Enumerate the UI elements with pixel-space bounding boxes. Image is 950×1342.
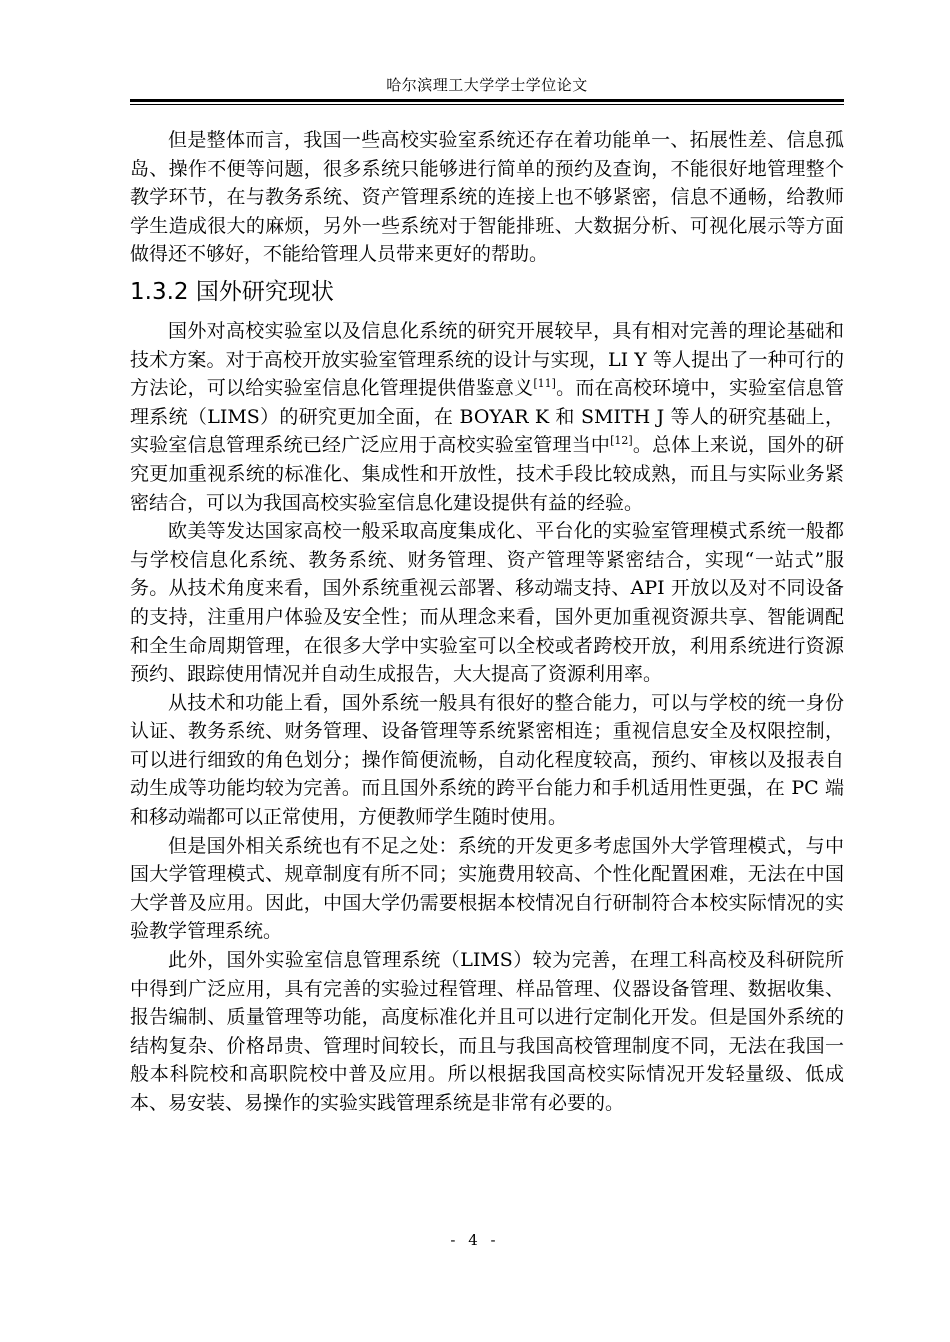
document-body: [130, 126, 844, 1118]
section-heading: 1.3.2 国外研究现状: [130, 278, 334, 305]
header-rule-thick: [130, 99, 844, 102]
citation-ref: [11]: [533, 377, 556, 391]
paragraph-western-model: 欧美等发达国家高校一般采取高度集成化、平台化的实验室管理模式系统一般都与学校信息化系统、教务系统、财务管理、资产管理等紧密结合，实现“一站式”服务。从技术角度来看，国外系统重视云部署、移动端支持、API 开放以及对不同设备的支持，注重用户体验及安全性；而从理念来看，国外更加重视资源共享、智能调配和全生命周期管理，在很多大学中实验室可以全校或者跨校开放，利用系统进行资源预约、跟踪使用情况并自动生成报告，大大提高了资源利用率。: [130, 520, 844, 686]
citation-ref: [12]: [610, 434, 633, 448]
paragraph-text-part: 国外对高校实验室以及信息化系统的研究开展较早，具有相对完善的理论基础和技术方案。对于高校开放实验室管理系统的设计与实现，LI Y 等人提出了一种可行的方法论，可以给实验室信息化管理提供借鉴意义: [130, 319, 844, 400]
paragraph-text-part: 。而在高校环境中，实验室信息管理系统（LIMS）的研究更加全面，在 BOYAR K 和 SMITH J 等人的研究基础上，实验室信息管理系统已经广泛应用于高校实验室管理当中: [130, 377, 844, 457]
paragraph-shortcomings: 但是国外相关系统也有不足之处：系统的开发更多考虑国外大学管理模式，与中国大学管理模式、规章制度有所不同；实施费用较高、个性化配置困难，无法在中国大学普及应用。因此，中国大学仍需要根据本校情况自行研制符合本校实际情况的实验教学管理系统。: [130, 834, 844, 943]
paragraph-technical-features: 从技术和功能上看，国外系统一般具有很好的整合能力，可以与学校的统一身份认证、教务系统、财务管理、设备管理等系统紧密相连；重视信息安全及权限控制，可以进行细致的角色划分；操作简便流畅，自动化程度较高，预约、审核以及报表自动生成等功能均较为完善。而且国外系统的跨平台能力和手机适用性更强，在 PC 端和移动端都可以正常使用，方便教师学生随时使用。: [130, 691, 844, 829]
paragraph-lims: 此外，国外实验室信息管理系统（LIMS）较为完善，在理工科高校及科研院所中得到广泛应用，具有完善的实验过程管理、样品管理、仪器设备管理、数据收集、报告编制、质量管理等功能，高度标准化并且可以进行定制化开发。但是国外系统的结构复杂、价格昂贵、管理时间较长，而且与我国高校管理制度不同，无法在我国一般本科院校和高职院校中普及应用。所以根据我国高校实际情况开发轻量级、低成本、易安装、易操作的实验实践管理系统是非常有必要的。: [130, 949, 844, 1114]
header-rule-thin: [130, 104, 844, 105]
page-number: - 4 -: [450, 1231, 500, 1249]
page-header: 哈尔滨理工大学学士学位论文: [386, 76, 588, 94]
paragraph-foreign-overview: [130, 317, 844, 517]
paragraph-domestic-summary: 但是整体而言，我国一些高校实验室系统还存在着功能单一、拓展性差、信息孤岛、操作不便等问题，很多系统只能够进行简单的预约及查询，不能很好地管理整个教学环节，在与教务系统、资产管理系统的连接上也不够紧密，信息不通畅，给教师学生造成很大的麻烦，另外一些系统对于智能排班、大数据分析、可视化展示等方面做得还不够好，不能给管理人员带来更好的帮助。: [130, 129, 844, 266]
paragraph-text-part: 。总体上来说，国外的研究更加重视系统的标准化、集成性和开放性，技术手段比较成熟，而且与实际业务紧密结合，可以为我国高校实验室信息化建设提供有益的经验。: [130, 434, 844, 514]
